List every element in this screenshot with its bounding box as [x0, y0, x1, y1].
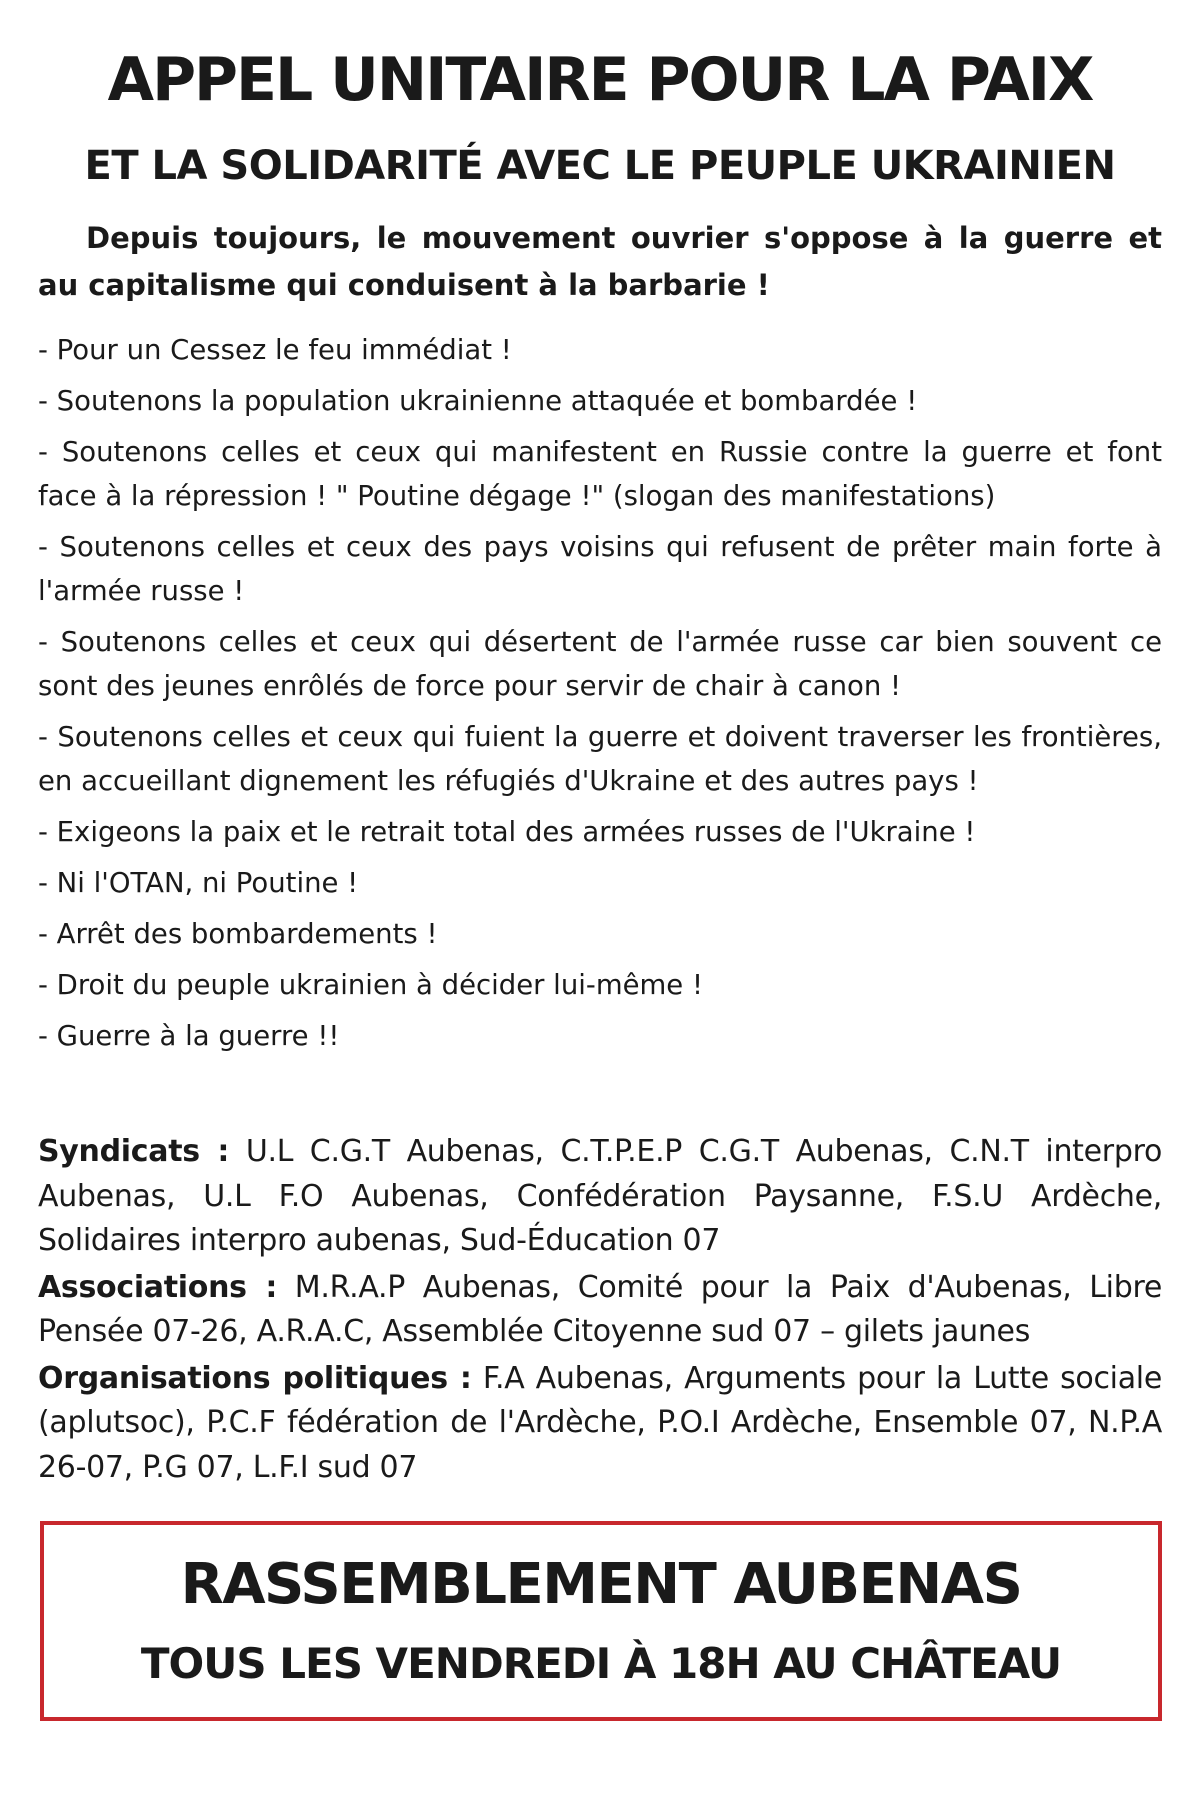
event-title: RASSEMBLEMENT AUBENAS	[180, 1552, 1022, 1617]
associations-label: Associations :	[38, 1269, 278, 1305]
syndicats-block	[38, 1130, 1162, 1264]
list-item: - Pour un Cessez le feu immédiat !	[38, 334, 512, 366]
politiques-block	[38, 1357, 1162, 1491]
page-title: APPEL UNITAIRE POUR LA PAIX	[107, 45, 1093, 115]
list-item: - Soutenons la population ukrainienne attaquée et bombardée !	[38, 385, 918, 417]
list-item: - Soutenons celles et ceux qui manifestent en Russie contre la guerre et font face à la répression ! " Poutine dégage !" (slogan des manifestations)	[38, 436, 1162, 512]
list-item: - Guerre à la guerre !!	[38, 1020, 340, 1052]
politiques-list: F.A Aubenas, Arguments pour la Lutte sociale (aplutsoc), P.C.F fédération de l'Ardèche, P.O.I Ardèche, Ensemble 07, N.P.A 26-07, P.G 07, L.F.I sud 07	[38, 1360, 1162, 1485]
list-item: - Arrêt des bombardements !	[38, 918, 438, 950]
demands-list	[38, 328, 1162, 1065]
list-item: - Exigeons la paix et le retrait total des armées russes de l'Ukraine !	[38, 816, 976, 848]
list-item: - Soutenons celles et ceux des pays voisins qui refusent de prêter main forte à l'armée russe !	[38, 531, 1162, 607]
list-item: - Droit du peuple ukrainien à décider lui-même !	[38, 969, 703, 1001]
associations-list: M.R.A.P Aubenas, Comité pour la Paix d'Aubenas, Libre Pensée 07-26, A.R.A.C, Assemblée Citoyenne sud 07 – gilets jaunes	[38, 1269, 1162, 1349]
event-box	[40, 1521, 1162, 1721]
page-subtitle: ET LA SOLIDARITÉ AVEC LE PEUPLE UKRAINIEN	[84, 143, 1116, 189]
list-item: - Soutenons celles et ceux qui désertent de l'armée russe car bien souvent ce sont des jeunes enrôlés de force pour servir de chair à canon !	[38, 626, 1162, 702]
signatories-section	[38, 1130, 1162, 1492]
intro-paragraph: Depuis toujours, le mouvement ouvrier s'oppose à la guerre et au capitalisme qui conduisent à la barbarie !	[38, 221, 1162, 302]
syndicats-list: U.L C.G.T Aubenas, C.T.P.E.P C.G.T Aubenas, C.N.T interpro Aubenas, U.L F.O Aubenas, Confédération Paysanne, F.S.U Ardèche, Solidaires interpro aubenas, Sud-Éducation 07	[38, 1134, 1162, 1258]
syndicats-label: Syndicats :	[38, 1134, 230, 1169]
politiques-label: Organisations politiques :	[38, 1360, 472, 1396]
event-schedule: TOUS LES VENDREDI À 18H AU CHÂTEAU	[140, 1639, 1062, 1688]
list-item: - Ni l'OTAN, ni Poutine !	[38, 867, 359, 899]
list-item: - Soutenons celles et ceux qui fuient la guerre et doivent traverser les frontières, en accueillant dignement les réfugiés d'Ukraine et des autres pays !	[38, 721, 1162, 797]
associations-block	[38, 1266, 1162, 1355]
